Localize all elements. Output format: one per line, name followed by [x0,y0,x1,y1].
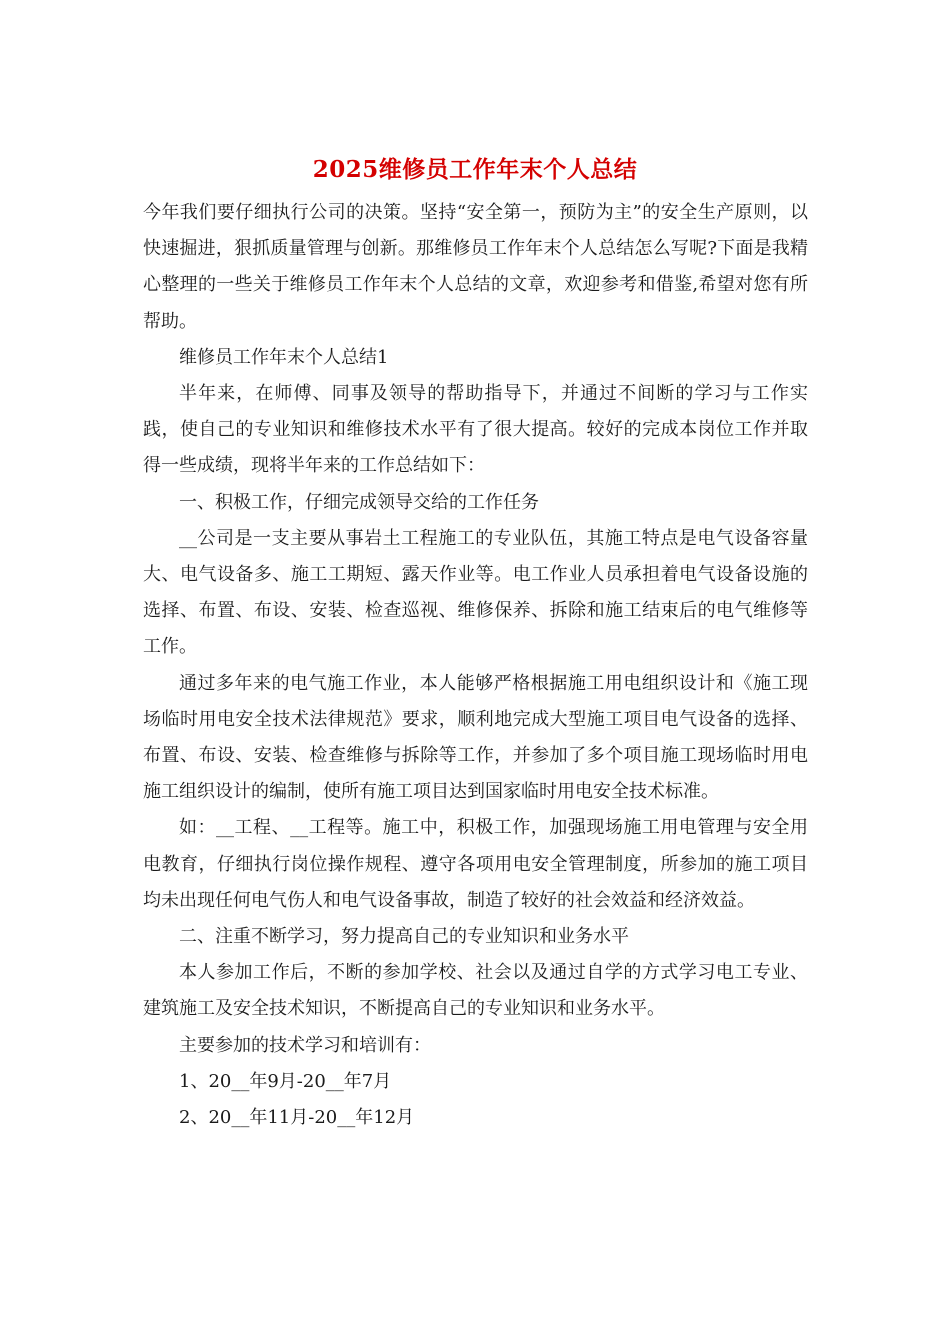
body-paragraph: 半年来，在师傅、同事及领导的帮助指导下，并通过不间断的学习与工作实践，使自己的专业知识和维修技术水平有了很大提高。较好的完成本岗位工作并取得一些成绩，现将半年来的工作总结如下： [143,383,808,477]
body-paragraph: 本人参加工作后，不断的参加学校、社会以及通过自学的方式学习电工专业、建筑施工及安全技术知识，不断提高自己的专业知识和业务水平。 [143,962,808,1020]
body-paragraph: 主要参加的技术学习和培训有： [179,1034,431,1056]
section-heading-summary-1: 维修员工作年末个人总结1 [179,346,389,368]
section-heading-1: 一、积极工作，仔细完成领导交给的工作任务 [179,491,539,513]
list-item: 2、20__年11月-20__年12月 [179,1107,415,1129]
body-paragraph: 通过多年来的电气施工作业，本人能够严格根据施工用电组织设计和《施工现场临时用电安全技术法律规范》要求，顺利地完成大型施工项目电气设备的选择、布置、布设、安装、检查维修与拆除等工作，并参加了多个项目施工现场临时用电施工组织设计的编制，使所有施工项目达到国家临时用电安全技术标准。 [143,672,808,803]
document-title: 2025维修员工作年末个人总结 [312,156,638,183]
intro-paragraph: 今年我们要仔细执行公司的决策。坚持“安全第一，预防为主”的安全生产原则，以快速掘进，狠抓质量管理与创新。那维修员工作年末个人总结怎么写呢?下面是我精心整理的一些关于维修员工作年末个人总结的文章，欢迎参考和借鉴,希望对您有所帮助。 [143,202,808,332]
section-heading-2: 二、注重不断学习，努力提高自己的专业知识和业务水平 [179,926,629,948]
document-body [143,195,808,1136]
body-paragraph: __公司是一支主要从事岩土工程施工的专业队伍，其施工特点是电气设备容量大、电气设备多、施工工期短、露天作业等。电工作业人员承担着电气设备设施的选择、布置、布设、安装、检查巡视、维修保养、拆除和施工结束后的电气维修等工作。 [143,527,808,658]
body-paragraph: 如：__工程、__工程等。施工中，积极工作，加强现场施工用电管理与安全用电教育，仔细执行岗位操作规程、遵守各项用电安全管理制度，所参加的施工项目均未出现任何电气伤人和电气设备事故，制造了较好的社会效益和经济效益。 [143,817,808,911]
list-item: 1、20__年9月-20__年7月 [179,1070,392,1092]
